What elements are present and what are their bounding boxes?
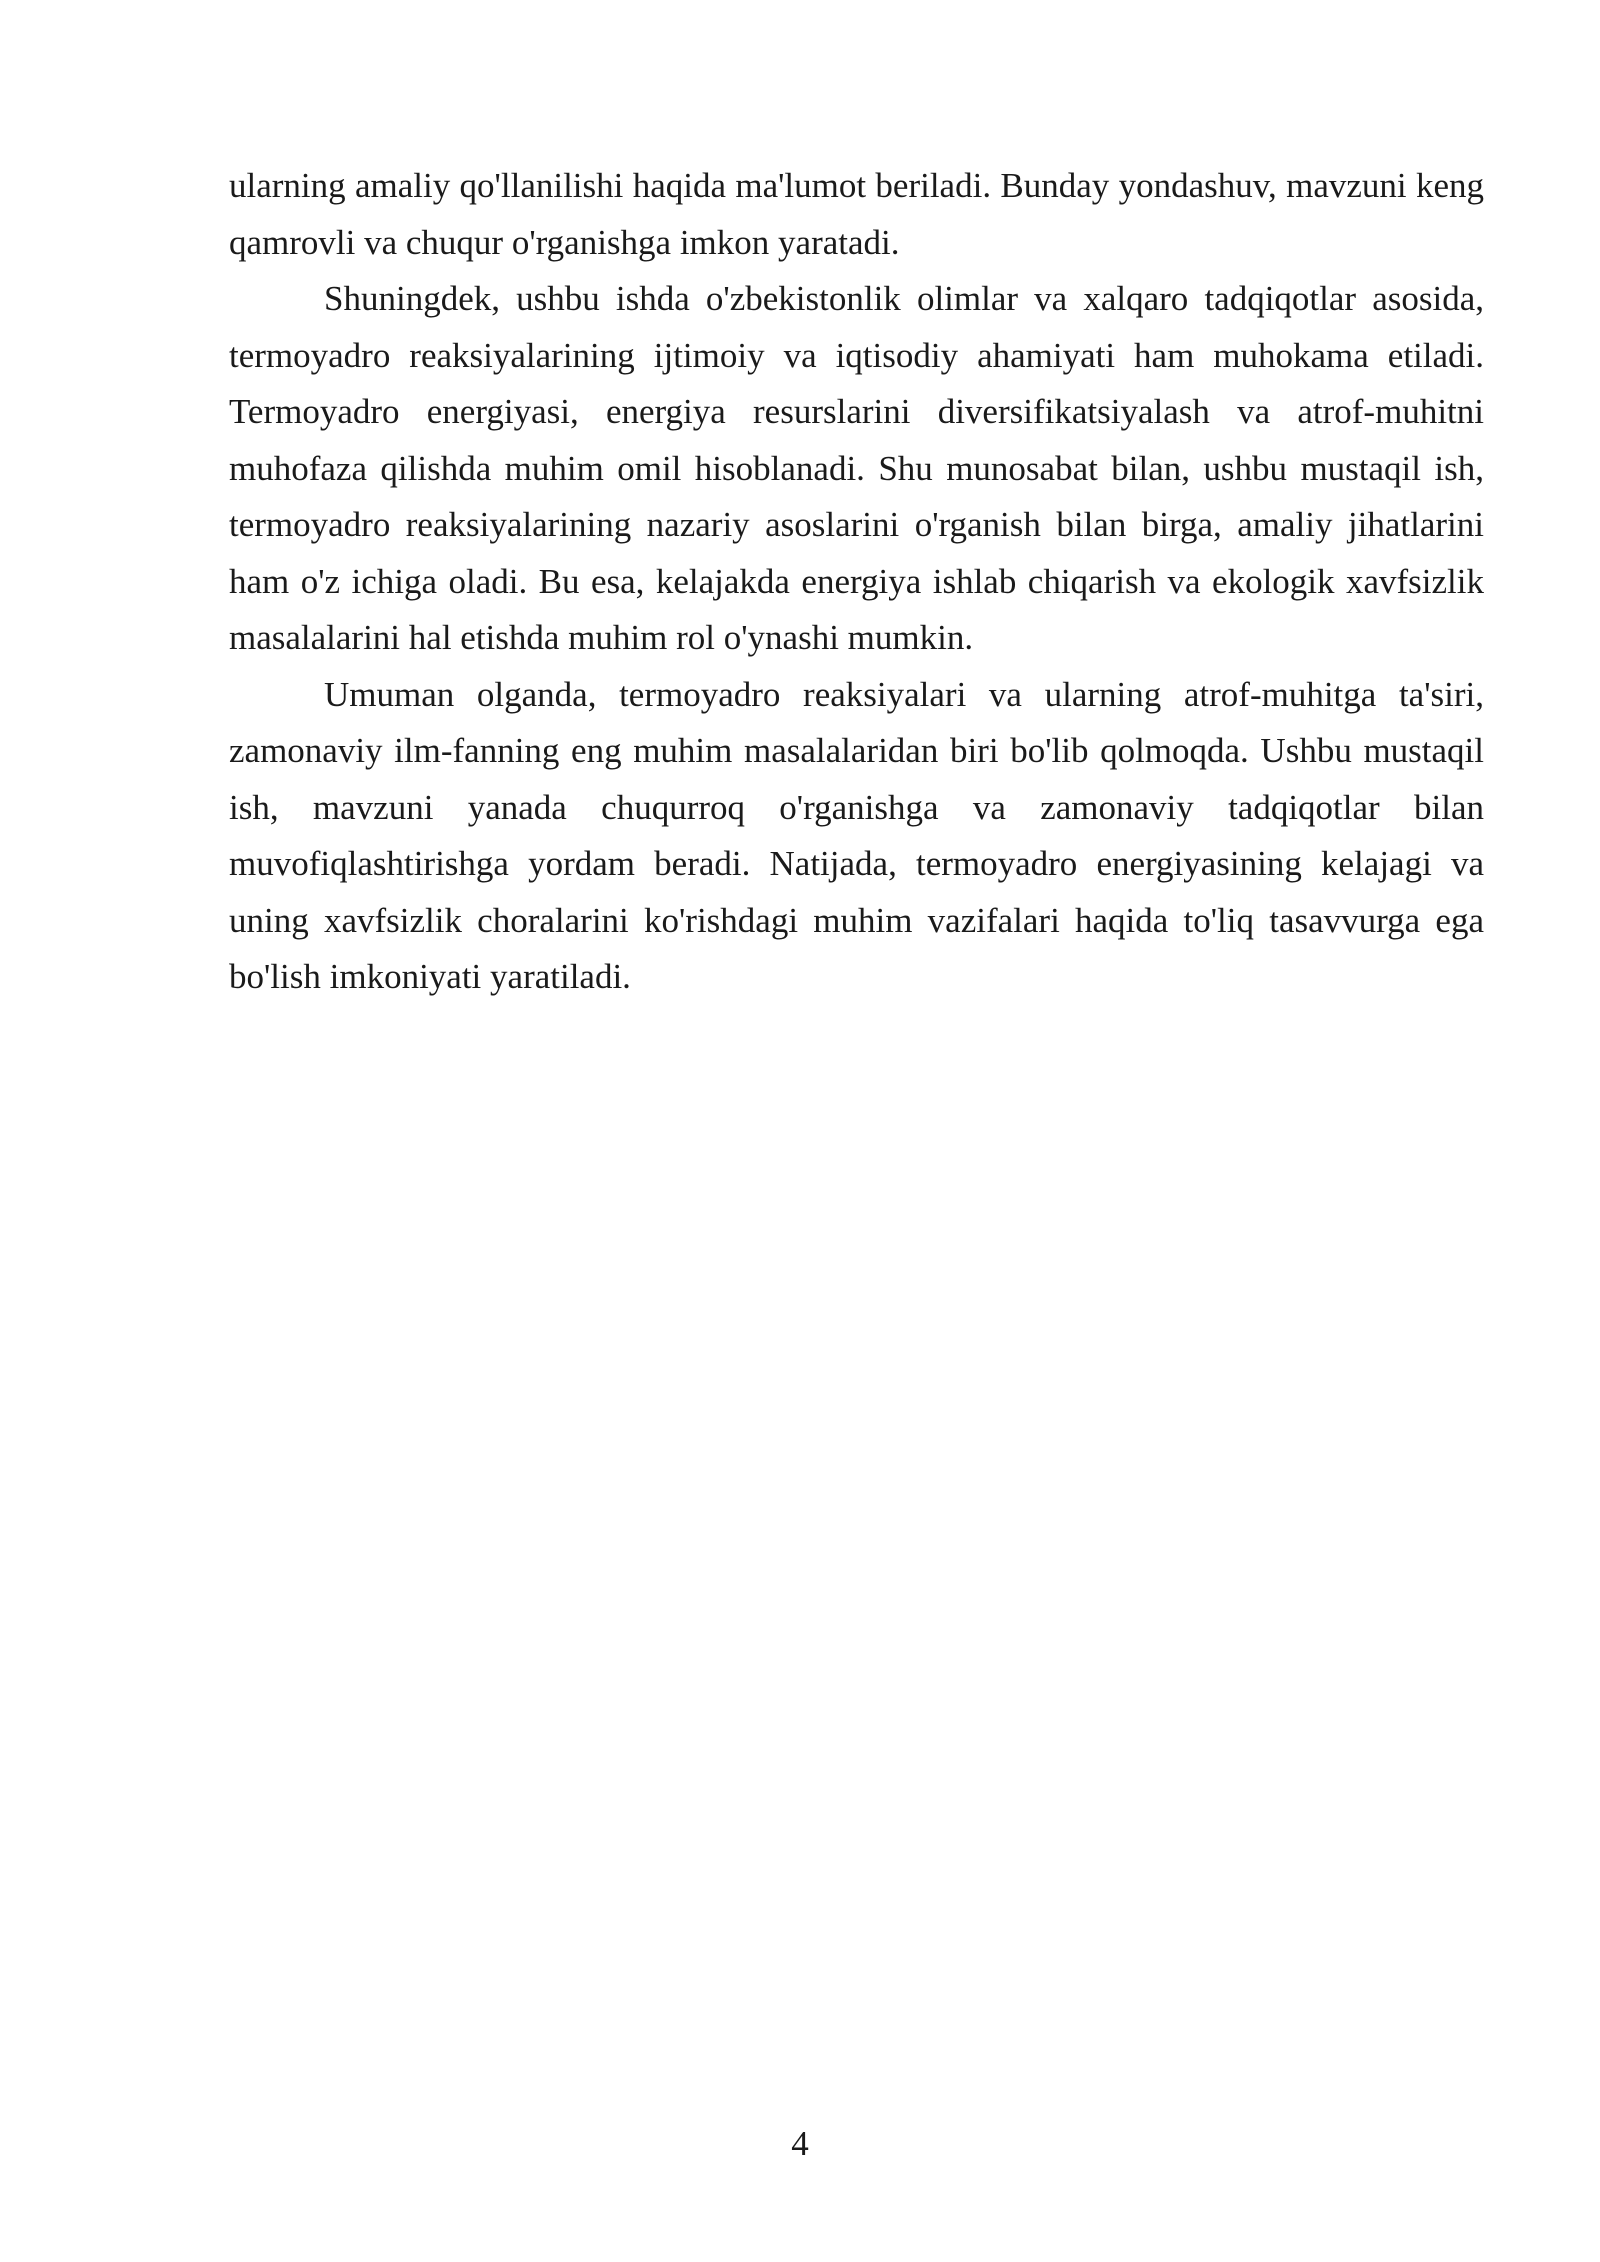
page-number: 4 xyxy=(791,2124,809,2163)
body-text xyxy=(229,158,1484,1006)
paragraph-continuation: ularning amaliy qo'llanilishi haqida ma'lumot beriladi. Bunday yondashuv, mavzuni keng qamrovli va chuqur o'rganishga imkon yaratadi. xyxy=(229,166,1484,262)
paragraph-scientists-research: Shuningdek, ushbu ishda o'zbekistonlik olimlar va xalqaro tadqiqotlar asosida, termoyadro reaksiyalarining ijtimoiy va iqtisodiy ahamiyati ham muhokama etiladi. Termoyadro energiyasi, energiya resurslarini diversifikatsiyalash va atrof-muhitni muhofaza qilishda muhim omil hisoblanadi. Shu munosabat bilan, ushbu mustaqil ish, termoyadro reaksiyalarining nazariy asoslarini o'rganish bilan birga, amaliy jihatlarini ham o'z ichiga oladi. Bu esa, kelajakda energiya ishlab chiqarish va ekologik xavfsizlik masalalarini hal etishda muhim rol o'ynashi mumkin. xyxy=(229,279,1484,657)
paragraph-conclusion: Umuman olganda, termoyadro reaksiyalari va ularning atrof-muhitga ta'siri, zamonaviy ilm-fanning eng muhim masalalaridan biri bo'lib qolmoqda. Ushbu mustaqil ish, mavzuni yanada chuqurroq o'rganishga va zamonaviy tadqiqotlar bilan muvofiqlashtirishga yordam beradi. Natijada, termoyadro energiyasining kelajagi va uning xavfsizlik choralarini ko'rishdagi muhim vazifalari haqida to'liq tasavvurga ega bo'lish imkoniyati yaratiladi. xyxy=(229,674,1484,996)
